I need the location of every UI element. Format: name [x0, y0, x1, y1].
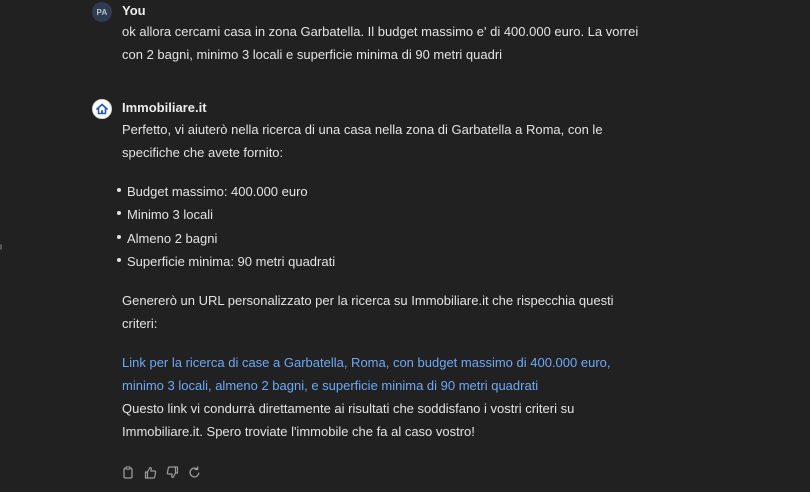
user-author-name: You — [122, 3, 146, 18]
assistant-closing: Questo link vi condurrà direttamente ai risultati che soddisfano i vostri criteri su Immobiliare.it. Spero troviate l'immobile che fa al caso vostro! — [122, 401, 575, 440]
assistant-author-name: Immobiliare.it — [122, 100, 207, 115]
message-actions — [121, 465, 201, 479]
assistant-intro: Perfetto, vi aiuterò nella ricerca di una casa nella zona di Garbatella a Roma, con le specifiche che avete fornito: — [122, 122, 603, 160]
scroll-edge-marker — [0, 244, 2, 250]
criteria-item-bathrooms: Almeno 2 bagni — [122, 227, 652, 250]
regenerate-icon[interactable] — [187, 465, 201, 479]
user-message-text: ok allora cercami casa in zona Garbatella. Il budget massimo e' di 400.000 euro. La vorrei con 2 bagni, minimo 3 locali e superficie minima di 90 metri quadri — [122, 24, 639, 62]
assistant-url-note: Genererò un URL personalizzato per la ricerca su Immobiliare.it che rispecchia questi criteri: — [122, 293, 614, 332]
assistant-avatar — [92, 99, 112, 119]
criteria-list — [122, 180, 652, 273]
copy-icon[interactable] — [121, 465, 135, 479]
criteria-item-rooms: Minimo 3 locali — [122, 203, 652, 226]
house-icon — [95, 102, 109, 116]
criteria-item-surface: Superficie minima: 90 metri quadrati — [122, 250, 652, 273]
assistant-message-body — [122, 118, 652, 443]
criteria-item-budget: Budget massimo: 400.000 euro — [122, 180, 652, 203]
thumbs-up-icon[interactable] — [143, 465, 157, 479]
thumbs-down-icon[interactable] — [165, 465, 179, 479]
user-avatar — [92, 2, 112, 22]
user-avatar-initials: PA — [96, 7, 108, 17]
search-results-link[interactable]: Link per la ricerca di case a Garbatella, Roma, con budget massimo di 400.000 euro, minimo 3 locali, almeno 2 bagni, e superficie minima di 90 metri quadrati — [122, 355, 611, 394]
